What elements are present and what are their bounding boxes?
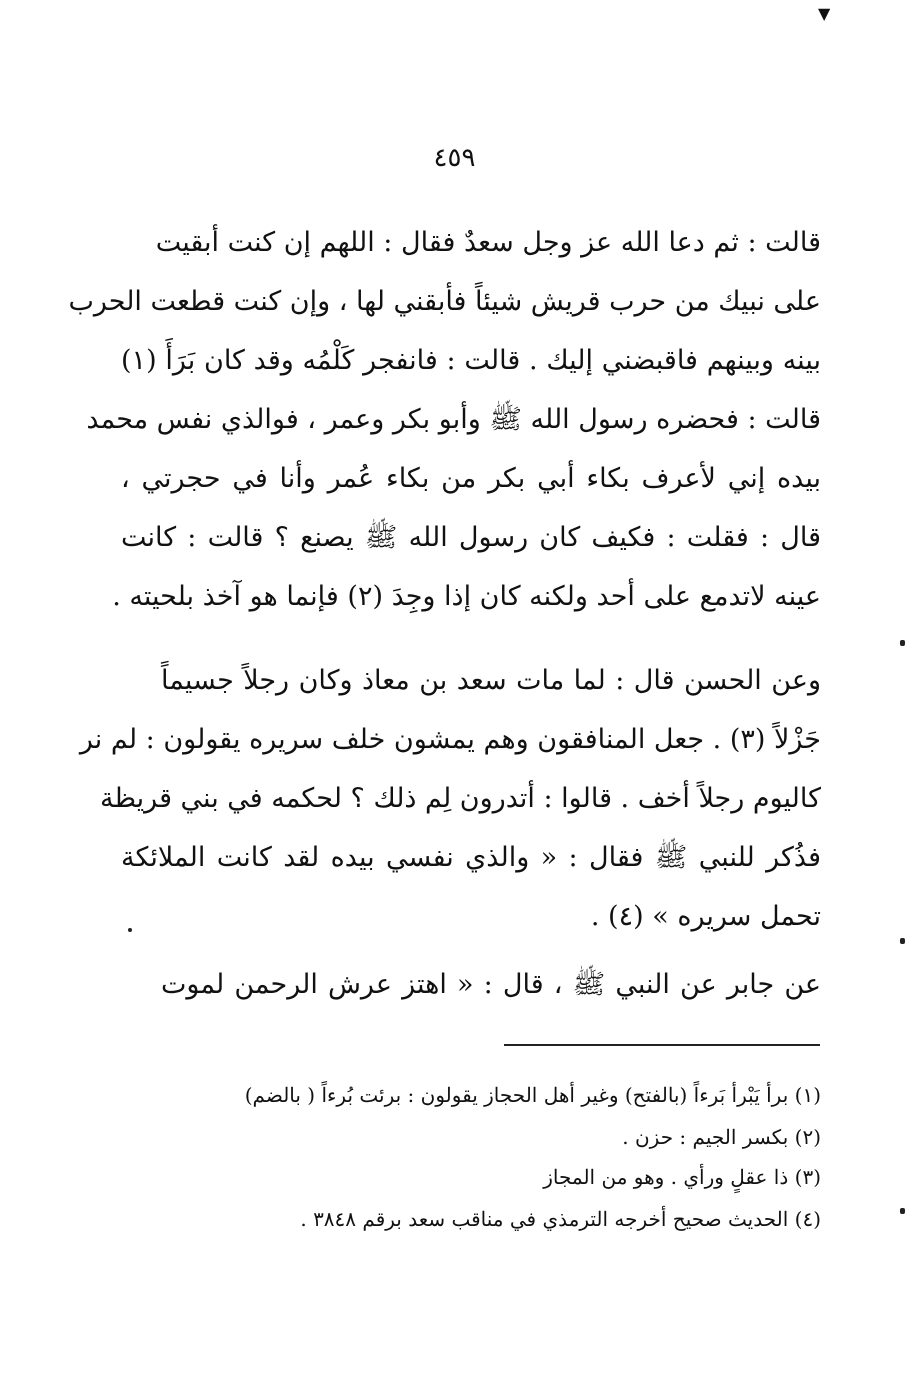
- body-line: بيده إني لأعرف بكاء أبي بكر من بكاء عُمر وأنا في حجرتي ،: [121, 463, 821, 494]
- scan-speck: [900, 1208, 905, 1214]
- scan-speck: [900, 640, 905, 646]
- scan-speck: [128, 928, 132, 932]
- footnote: (١) برأ يَبْرأ بَرءاً (بالفتح) وغير أهل الحجاز يقولون : برئت بُرءاً ( بالضم): [244, 1083, 821, 1107]
- body-line: قالت : ثم دعا الله عز وجل سعدٌ فقال : اللهم إن كنت أبقيت: [155, 227, 821, 258]
- page-number: ٤٥٩: [433, 143, 476, 173]
- body-line: بينه وبينهم فاقبضني إليك . قالت : فانفجر كَلْمُه وقد كان بَرَأَ (١): [121, 345, 821, 376]
- body-line: جَزْلاً (٣) . جعل المنافقون وهم يمشون خلف سريره يقولون : لم نر: [79, 724, 821, 755]
- body-line: وعن الحسن قال : لما مات سعد بن معاذ وكان رجلاً جسيماً: [161, 665, 821, 696]
- body-line: عينه لاتدمع على أحد ولكنه كان إذا وجِدَ (٢) فإنما هو آخذ بلحيته .: [112, 581, 821, 612]
- body-line: فذُكر للنبي ﷺ فقال : « والذي نفسي بيده لقد كانت الملائكة: [121, 842, 821, 873]
- footnote: (٢) بكسر الجيم : حزن .: [622, 1125, 821, 1149]
- body-line: قال : فقلت : فكيف كان رسول الله ﷺ يصنع ؟ قالت : كانت: [121, 522, 821, 553]
- body-line: على نبيك من حرب قريش شيئاً فأبقني لها ، وإن كنت قطعت الحرب: [68, 286, 821, 317]
- body-line: كاليوم رجلاً أخف . قالوا : أتدرون لِم ذلك ؟ لحكمه في بني قريظة: [100, 783, 821, 814]
- corner-mark: ▼: [818, 4, 831, 23]
- footnote: (٤) الحديث صحيح أخرجه الترمذي في مناقب سعد برقم ٣٨٤٨ .: [300, 1207, 821, 1231]
- footnote: (٣) ذا عقلٍ ورأي . وهو من المجاز: [543, 1165, 821, 1189]
- scan-speck: [900, 938, 905, 944]
- footnote-divider: [504, 1044, 820, 1046]
- body-line: عن جابر عن النبي ﷺ ، قال : « اهتز عرش الرحمن لموت: [161, 969, 821, 1000]
- body-line: قالت : فحضره رسول الله ﷺ وأبو بكر وعمر ، فوالذي نفس محمد: [86, 404, 821, 435]
- body-line: تحمل سريره » (٤) .: [590, 901, 821, 932]
